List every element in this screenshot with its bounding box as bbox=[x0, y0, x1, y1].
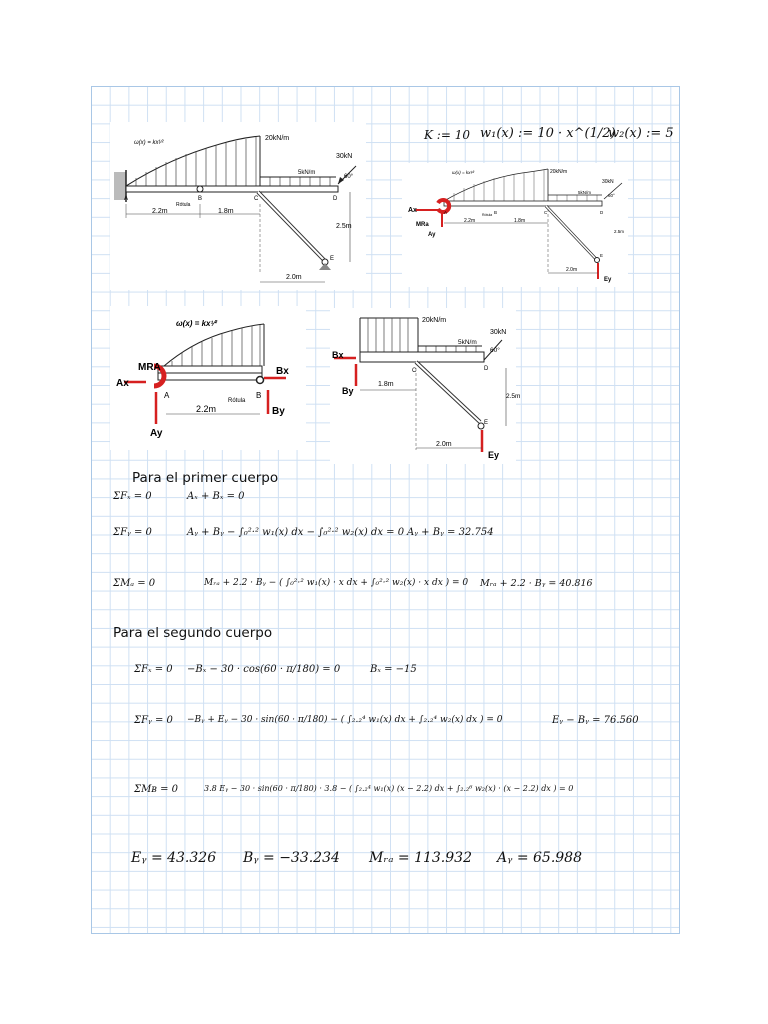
result-by: Bᵧ = −33.234 bbox=[243, 850, 340, 866]
fig4-dim-ce: 2.0m bbox=[436, 441, 452, 448]
fig4-e: E bbox=[484, 420, 489, 426]
load-function-label: ω(x) = kx¹⁄² bbox=[134, 140, 164, 146]
fig2-rotula: Rótula bbox=[482, 213, 493, 217]
fig2-dim-h: 2.5m bbox=[614, 229, 625, 234]
result-mra: Mᵣₐ = 113.932 bbox=[369, 850, 472, 866]
fig3-ay: Ay bbox=[150, 428, 163, 439]
w-const-label: 5kN/m bbox=[298, 170, 316, 176]
section2-title: Para el segundo cuerpo bbox=[113, 625, 273, 641]
fig2-force: 30kN bbox=[602, 179, 614, 185]
fig4-by: By bbox=[342, 386, 354, 396]
fig4-c: C bbox=[412, 368, 417, 374]
eq2-expr: Aᵧ + Bᵧ − ∫₀²·² w₁(x) dx − ∫₀²·² w₂(x) dx = 0 bbox=[187, 527, 405, 538]
dim-ab: 2.2m bbox=[152, 208, 168, 215]
def-w2: w₂(x) := 5 bbox=[608, 126, 674, 141]
def-w1: w₁(x) := 10 · x^(1/2) bbox=[480, 126, 616, 141]
point-d: D bbox=[333, 196, 338, 202]
fig2-dim-ab: 2.2m bbox=[464, 218, 476, 224]
eq3-expr: Mᵣₐ + 2.2 · Bᵧ − ( ∫₀²·² w₁(x) · x dx + ∫₀²·² w₂(x) · x dx ) = 0 bbox=[204, 578, 469, 588]
fig2-mra: MRa bbox=[416, 222, 429, 228]
fig2-w-const: 5kN/m bbox=[578, 190, 592, 195]
result-ay: Aᵧ = 65.988 bbox=[497, 850, 582, 866]
fig2-w-max: 20kN/m bbox=[550, 169, 568, 175]
point-b: B bbox=[198, 196, 203, 202]
eq1-label: ΣFₓ = 0 bbox=[113, 491, 152, 502]
fig2-c: C bbox=[544, 210, 548, 215]
eq2-result: Aᵧ + Bᵧ = 32.754 bbox=[407, 527, 494, 538]
fig2-b: B bbox=[494, 210, 498, 215]
eq1-expr: Aₓ + Bₓ = 0 bbox=[187, 491, 245, 502]
fig3-b: B bbox=[256, 391, 262, 400]
fig3-rotula: Rótula bbox=[228, 398, 246, 404]
fig2-load-label: ω(x) = kx¹⁄² bbox=[452, 170, 475, 175]
eq3-result: Mᵣₐ + 2.2 · Bᵧ = 40.816 bbox=[480, 578, 593, 589]
eq4-result: Bₓ = −15 bbox=[370, 664, 417, 675]
eq5-result: Eᵧ − Bᵧ = 76.560 bbox=[552, 715, 639, 726]
section1-title: Para el primer cuerpo bbox=[132, 470, 279, 486]
dim-bc: 1.8m bbox=[218, 208, 234, 215]
figure-first-body bbox=[110, 306, 306, 450]
fig3-mra: MRA bbox=[138, 362, 161, 373]
eq4-label: ΣFₓ = 0 bbox=[134, 664, 173, 675]
fig2-e: E bbox=[600, 253, 604, 258]
fig3-dim-ab: 2.2m bbox=[196, 404, 217, 414]
fig3-load-label: ω(x) = kx¹⁄² bbox=[176, 319, 218, 328]
dim-height: 2.5m bbox=[336, 223, 352, 230]
fig4-bx: Bx bbox=[332, 350, 344, 360]
fig3-a: A bbox=[164, 391, 170, 400]
eq6-label: ΣMʙ = 0 bbox=[134, 784, 179, 795]
result-ey: Eᵧ = 43.326 bbox=[131, 850, 217, 866]
fig3-bx: Bx bbox=[276, 366, 289, 377]
fig4-angle: 60° bbox=[490, 347, 500, 354]
eq3-label: ΣMₐ = 0 bbox=[113, 578, 156, 589]
fig3-ax: Ax bbox=[116, 378, 129, 389]
fig2-ey: Ey bbox=[604, 277, 612, 283]
fig3-by: By bbox=[272, 406, 285, 417]
fig4-d: D bbox=[484, 366, 489, 372]
fig4-force: 30kN bbox=[490, 329, 507, 336]
fig4-ey: Ey bbox=[488, 450, 500, 460]
rotula-label: Rótula bbox=[176, 202, 191, 208]
figure-structure bbox=[110, 122, 366, 290]
fig4-w-max: 20kN/m bbox=[422, 317, 447, 324]
fig4-w-const: 5kN/m bbox=[458, 339, 477, 346]
force-label: 30kN bbox=[336, 153, 353, 160]
figure-second-body bbox=[330, 308, 521, 464]
point-a: A bbox=[124, 196, 129, 202]
dim-ce: 2.0m bbox=[286, 274, 302, 281]
fig2-dim-ce: 2.0m bbox=[566, 267, 578, 273]
fig2-angle: 60° bbox=[608, 193, 615, 198]
eq2-label: ΣFᵧ = 0 bbox=[113, 527, 152, 538]
fig2-ay: Ay bbox=[428, 232, 436, 238]
w-max-label: 20kN/m bbox=[265, 135, 290, 142]
eq4-expr: −Bₓ − 30 · cos(60 · π/180) = 0 bbox=[187, 664, 341, 675]
fig2-dim-bc: 1.8m bbox=[514, 218, 526, 224]
point-c: C bbox=[254, 196, 259, 202]
angle-label: 60° bbox=[344, 174, 354, 180]
fig2-d: D bbox=[600, 210, 604, 215]
def-k: K := 10 bbox=[424, 128, 470, 142]
fig4-dim-h: 2.5m bbox=[506, 393, 521, 400]
eq5-expr: −Bᵧ + Eᵧ − 30 · sin(60 · π/180) − ( ∫₂.₂⁴ w₁(x) dx + ∫₂.₂⁴ w₂(x) dx ) = 0 bbox=[187, 715, 503, 725]
eq6-expr: 3.8 Eᵧ − 30 · sin(60 · π/180) · 3.8 − ( ∫₂.₂⁴ w₁(x) (x − 2.2) dx + ∫₂.₂⁶ w₂(x) · (x − 2.2) dx ) = 0 bbox=[204, 784, 574, 793]
figure-structure-reactions bbox=[402, 163, 628, 287]
fig4-dim-bc: 1.8m bbox=[378, 381, 394, 388]
fig2-a: A bbox=[444, 210, 448, 215]
point-e: E bbox=[330, 256, 335, 262]
fig2-ax: Ax bbox=[408, 207, 417, 214]
eq5-label: ΣFᵧ = 0 bbox=[134, 715, 173, 726]
